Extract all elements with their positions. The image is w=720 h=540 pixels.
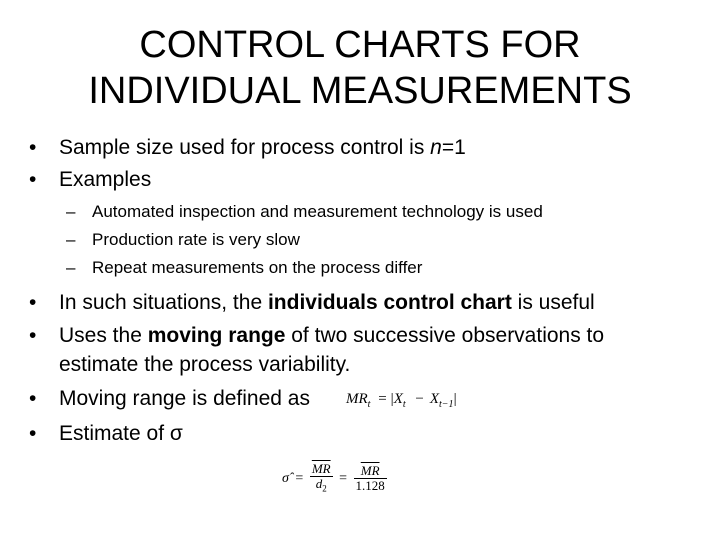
bullet-glyph: • [29,387,37,410]
moving-range-formula: $MR_t = |X_t - X_{t-1}|$ [346,391,457,410]
bullet-glyph: • [29,168,37,191]
bullet-text: In such situations, the [59,291,268,314]
bullet-text: Sample size used for process control is [59,136,431,159]
slide-title-line-1: CONTROL CHARTS FOR [139,24,581,66]
bullet-glyph: • [29,422,37,445]
bullet-glyph: • [29,136,37,159]
bullet-bold: individuals control chart [267,291,512,314]
bullet-text: is useful [511,291,595,314]
bullet-text: Estimate of σ [59,422,183,445]
bullet-italic: n [430,136,442,159]
slide-title [0,22,720,114]
dash-glyph: – [66,258,76,277]
bullet-text: of two successive observations to [285,324,605,347]
bullet-text: =1 [441,136,466,159]
dash-glyph: – [66,202,76,221]
bullet-text: Examples [59,168,152,191]
bullet-bold: moving range [147,324,286,347]
dash-glyph: – [66,230,76,249]
slide-title-line-2: INDIVIDUAL MEASUREMENTS [88,70,632,112]
sigma-estimate-formula: σ̂ = $\frac{\overline{MR}}{d_2}$ = $\frac{\overline{MR}}{1.128}$ [282,461,385,494]
sub-bullet-text: Production rate is very slow [92,230,300,249]
bullet-text: Moving range is defined as [59,387,310,410]
sub-bullet-text: Repeat measurements on the process differ [92,258,423,277]
bullet-glyph: • [29,324,37,347]
bullet-continuation: estimate the process variability. [59,353,351,376]
sub-bullet-text: Automated inspection and measurement technology is used [92,202,543,221]
bullet-glyph: • [29,291,37,314]
bullet-text: Uses the [59,324,148,347]
